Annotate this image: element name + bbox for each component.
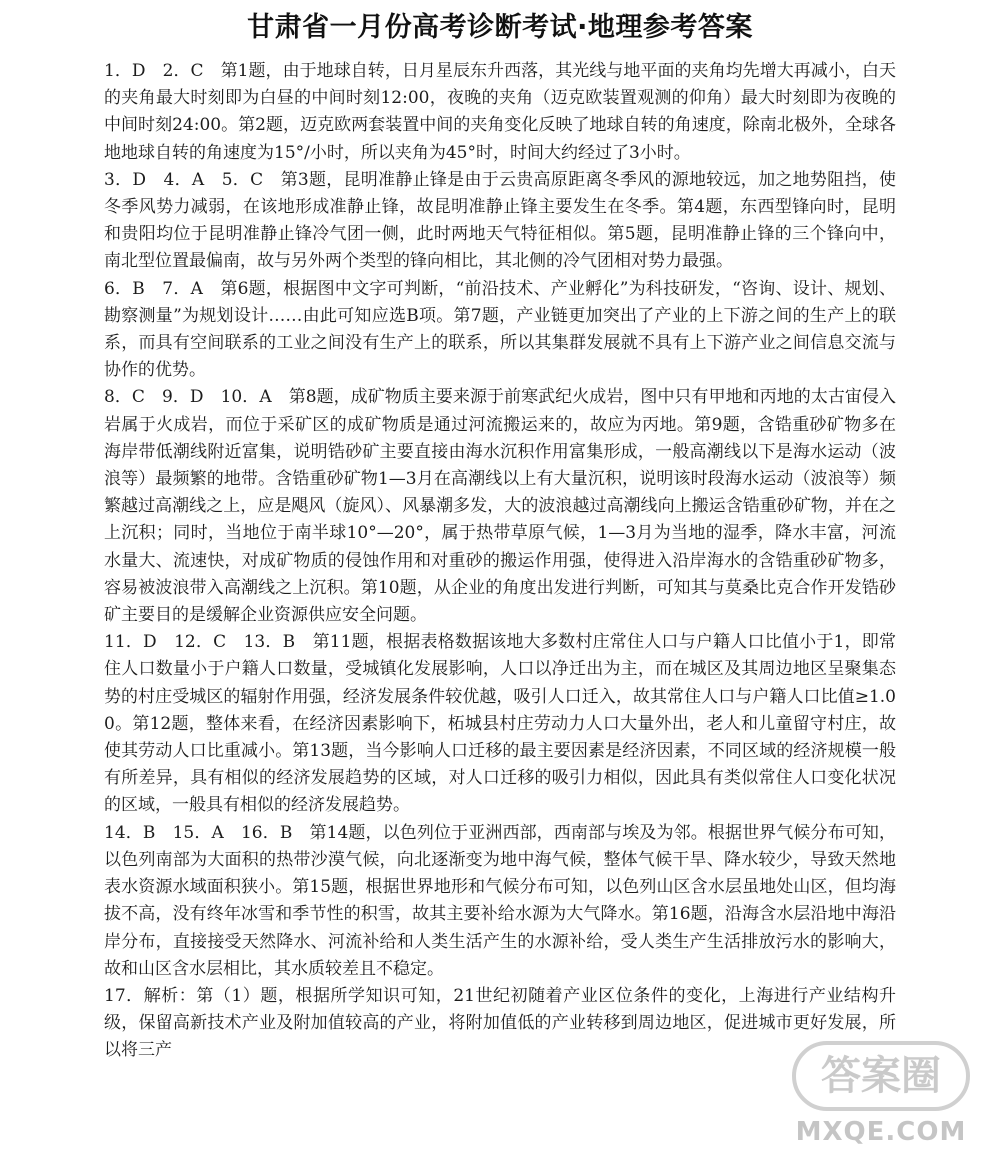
page-title: 甘肃省一月份高考诊断考试·地理参考答案 (247, 12, 753, 43)
answer-paragraph-17: 17．解析：第（1）题，根据所学知识可知，21世纪初随着产业区位条件的变化，上海进行产业结构升级，保留高新技术产业及附加值较高的产业，将附加值低的产业转移到周边地区，促进城市更好发展，所以将三产 (104, 985, 896, 1061)
answer-paragraph-1-2: 1．D 2．C 第1题，由于地球自转，日月星辰东升西落，其光线与地平面的夹角均先增大再减小，白天的夹角最大时刻即为白昼的中间时刻12:00，夜晚的夹角（迈克欧装置观测的仰角）最大时刻即为夜晚的中间时刻24:00。第2题，迈克欧两套装置中间的夹角变化反映了地球自转的角速度，除南北极外，全球各地地球自转的角速度为15°/小时，所以夹角为45°时，时间大约经过了3小时。 (104, 61, 896, 163)
watermark-logo-icon (788, 1031, 974, 1121)
answer-paragraph-11-13: 11．D 12．C 13．B 第11题，根据表格数据该地大多数村庄常住人口与户籍人口比值小于1，即常住人口数量小于户籍人口数量，受城镇化发展影响，人口以净迁出为主，而在城区及其周边地区呈聚集态势的村庄受城区的辐射作用强，经济发展条件较优越，吸引人口迁入，故其常住人口与户籍人口比值≥1.00。第12题，整体来看，在经济因素影响下，柘城县村庄劳动力人口大量外出，老人和儿童留守村庄，故使其劳动人口比重减小。第13题，当今影响人口迁移的最主要因素是经济因素，不同区域的经济规模一般有所差异，具有相似的经济发展趋势的区域，对人口迁移的吸引力相似，因此具有类似常住人口变化状况的区域，一般具有相似的经济发展趋势。 (104, 632, 896, 816)
answer-paragraph-6-7: 6．B 7．A 第6题，根据图中文字可判断，“前沿技术、产业孵化”为科技研发，“咨询、设计、规划、勘察测量”为规划设计……由此可知应选B项。第7题，产业链更加突出了产业的上下游之间的生产上的联系，而具有空间联系的工业之间没有生产上的联系，所以其集群发展就不具有上下游产业之间信息交流与协作的优势。 (104, 278, 896, 381)
answer-paragraph-14-16: 14．B 15．A 16．B 第14题，以色列位于亚洲西部，西南部与埃及为邻。根据世界气候分布可知，以色列南部为大面积的热带沙漠气候，向北逐渐变为地中海气候，整体气候干旱、降水较少，导致天然地表水资源水域面积狭小。第15题，根据世界地形和气候分布可知，以色列山区含水层虽地处山区，但均海拔不高，没有终年冰雪和季节性的积雪，故其主要补给水源为大气降水。第16题，沿海含水层沿地中海沿岸分布，直接接受天然降水、河流补给和人类生活产生的水源补给，受人类生产生活排放污水的影响大，故和山区含水层相比，其水质较差且不稳定。 (104, 822, 896, 979)
watermark-site-text: MXQE.COM (795, 1117, 967, 1147)
answer-paragraph-8-10: 8．C 9．D 10．A 第8题，成矿物质主要来源于前寒武纪火成岩，图中只有甲地和丙地的太古宙侵入岩属于火成岩，而位于采矿区的成矿物质是通过河流搬运来的，故应为丙地。第9题，含锆重砂矿物多在海岸带低潮线附近富集，说明锆砂矿主要直接由海水沉积作用富集形成，一般高潮线以下是海水运动（波浪等）最频繁的地带。含锆重砂矿物1—3月在高潮线以上有大量沉积，说明该时段海水运动（波浪等）频繁越过高潮线之上，应是飓风（旋风）、风暴潮多发，大的波浪越过高潮线向上搬运含锆重砂矿物，并在之上沉积；同时，当地位于南半球10°—20°，属于热带草原气候，1—3月为当地的湿季，降水丰富，河流水量大、流速快，对成矿物质的侵蚀作用和对重砂的搬运作用强，使得进入沿岸海水的含锆重砂矿物多，容易被波浪带入高潮线之上沉积。第10题，从企业的角度出发进行判断，可知其与莫桑比克合作开发锆砂矿主要目的是缓解企业资源供应安全问题。 (104, 387, 896, 626)
site-watermark (788, 1031, 974, 1151)
answer-paragraph-3-5: 3．D 4．A 5．C 第3题，昆明准静止锋是由于云贵高原距离冬季风的源地较远，加之地势阻挡，使冬季风势力减弱，在该地形成准静止锋，故昆明准静止锋主要发生在冬季。第4题，东西型锋向时，昆明和贵阳均位于昆明准静止锋冷气团一侧，此时两地天气特征相似。第5题，昆明准静止锋的三个锋向中，南北型位置最偏南，故与另外两个类型的锋向相比，其北侧的冷气团相对势力最强。 (104, 169, 896, 272)
answer-body (104, 58, 896, 1065)
watermark-logo-text: 答案圈 (821, 1053, 941, 1099)
